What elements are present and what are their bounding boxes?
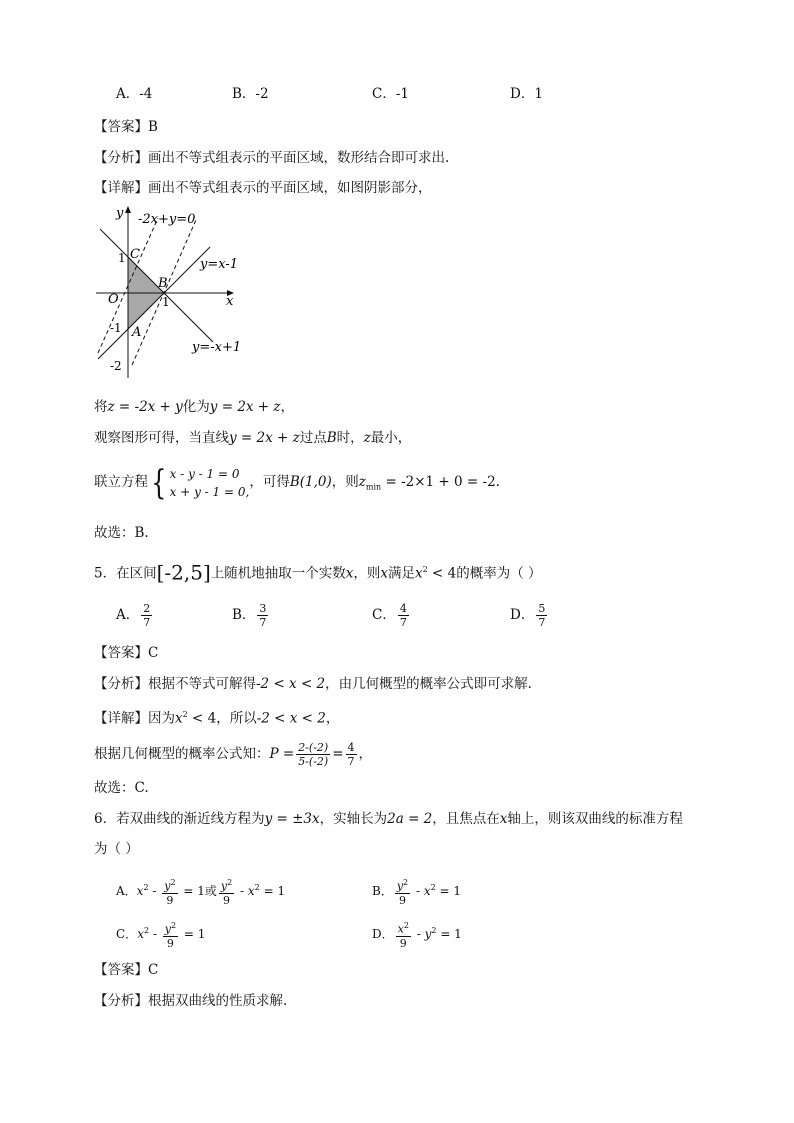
label-c: C (130, 247, 140, 262)
q6-option-d: D． $\frac{x^2}{9}$ - $y^2 = 1$ (372, 921, 462, 950)
q5-option-c: C． $\frac{4}{7}$ (372, 602, 407, 629)
label-line1: -2x+y=0 (138, 212, 196, 227)
label-1x: 1 (162, 295, 170, 309)
q6-answer: 【答案】C (94, 962, 159, 978)
q4-step1: 将z = -2x + y化为y = 2x + z， (94, 399, 295, 415)
q5-option-a: A． $\frac{2}{7}$ (116, 602, 151, 629)
q4-step2: 观察图形可得，当直线y = 2x + z过点B时，z最小， (94, 430, 412, 446)
q6-analysis: 【分析】根据双曲线的性质求解. (94, 993, 288, 1009)
label-y: y (116, 206, 124, 221)
equation-system: x - y - 1 = 0 x + y - 1 = 0, (169, 466, 250, 499)
q5-conclusion: 故选：C. (94, 780, 149, 796)
q4-answer: 【答案】B (94, 119, 158, 135)
q5-formula: 根据几何概型的概率公式知：P = $\frac{2-(-2)}{5-(-2)}$ = $\frac{4}{7}$ ， (94, 741, 373, 768)
q4-detail: 【详解】画出不等式组表示的平面区域，如图阴影部分， (94, 180, 432, 196)
q6-option-a: A．$x^2$ - $\frac{y^2}{9}$ = 1或 $\frac{y^2}{9}$ - $x^2 = 1$ (116, 878, 286, 907)
label-o: O (108, 292, 119, 307)
q5-option-d: D． $\frac{5}{7}$ (510, 602, 546, 629)
q6-stem-line2: 为（ ） (94, 841, 139, 857)
q4-step3: 联立方程{ x - y - 1 = 0 x + y - 1 = 0, ，可得B(1,0)，则$z_{min} = -2\times 1 + 0 = -2$. (94, 462, 500, 503)
q6-option-c: C．$x^2$ - $\frac{y^2}{9}$ = 1 (116, 921, 206, 950)
label-m2: -2 (110, 359, 122, 373)
label-m1: -1 (110, 321, 122, 335)
q6-stem: 6．若双曲线的渐近线方程为y = ±3x，实轴长为2a = 2，且焦点在x轴上，则该双曲线的标准方程 (94, 811, 683, 827)
label-a: A (132, 325, 142, 340)
label-b: B (158, 276, 168, 291)
q4-option-d: D．1 (510, 86, 543, 102)
label-x: x (226, 294, 234, 309)
q4-option-a: A．-4 (116, 86, 153, 102)
label-line2: y=x-1 (200, 257, 239, 272)
q5-option-b: B． $\frac{3}{7}$ (232, 602, 267, 629)
q4-option-c: C．-1 (372, 86, 409, 102)
label-1y: 1 (118, 251, 126, 265)
q5-analysis: 【分析】根据不等式可解得-2 < x < 2，由几何概型的概率公式即可求解. (94, 676, 532, 692)
q5-answer: 【答案】C (94, 645, 159, 661)
system-brace: { (151, 462, 167, 503)
q4-region-graph (88, 200, 258, 390)
q4-conclusion: 故选：B. (94, 525, 149, 541)
q4-analysis: 【分析】画出不等式组表示的平面区域，数形结合即可求出. (94, 150, 450, 166)
q5-detail: 【详解】因为$x^2 < 4$，所以-2 < x < 2， (94, 710, 340, 727)
q6-option-b: B． $\frac{y^2}{9}$ - $x^2 = 1$ (372, 878, 462, 907)
q4-option-b: B．-2 (232, 86, 269, 102)
q5-stem: 5．在区间[-2,5]上随机地抽取一个实数x，则x满足$x^2 < 4$的概率为（ ） (94, 560, 542, 585)
y-axis-arrow (125, 206, 131, 213)
label-line3: y=-x+1 (192, 340, 242, 355)
